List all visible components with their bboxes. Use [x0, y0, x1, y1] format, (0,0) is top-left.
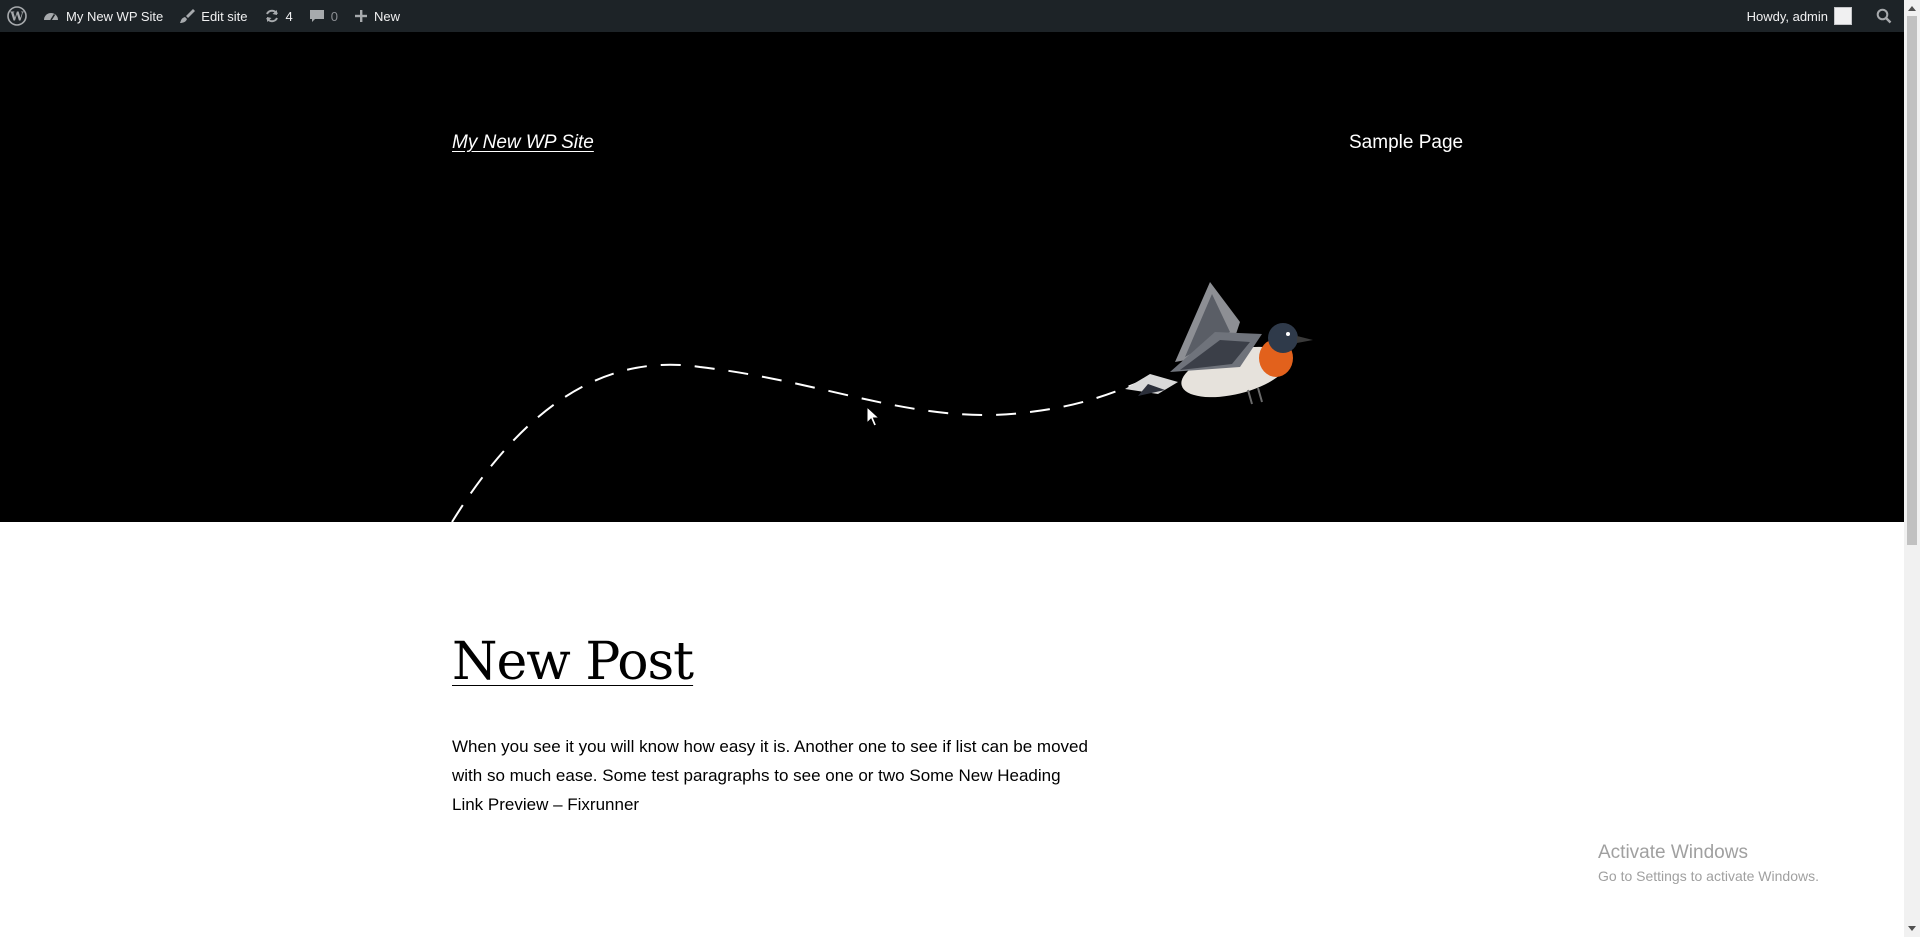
new-label: New — [374, 8, 401, 24]
admin-search-button[interactable] — [1860, 0, 1904, 32]
wordpress-logo-menu[interactable] — [0, 0, 34, 32]
admin-bar — [0, 0, 1904, 32]
edit-site-link[interactable] — [171, 0, 255, 32]
wordpress-logo-icon — [7, 6, 27, 26]
comments-link[interactable] — [301, 0, 346, 32]
bird-illustration — [1125, 282, 1313, 407]
header-illustration — [0, 32, 1904, 522]
dashboard-icon — [42, 8, 60, 24]
scroll-thumb[interactable] — [1907, 16, 1917, 545]
page-scrollbar[interactable] — [1904, 0, 1920, 937]
updates-link[interactable] — [256, 0, 301, 32]
site-title-link[interactable]: My New WP Site — [452, 132, 594, 153]
search-icon — [1876, 8, 1892, 24]
comments-count: 0 — [330, 8, 338, 24]
my-account-menu[interactable] — [1739, 0, 1860, 32]
svg-text:W: W — [10, 9, 24, 24]
watermark-title: Activate Windows — [1598, 842, 1748, 863]
activate-windows-watermark — [1598, 842, 1819, 884]
mouse-cursor-icon — [866, 406, 880, 428]
brush-icon — [179, 8, 195, 24]
dashed-flight-path — [452, 365, 1140, 522]
site-name-label: My New WP Site — [66, 8, 164, 24]
site-header — [0, 32, 1904, 522]
new-content-menu[interactable] — [346, 0, 408, 32]
watermark-subtitle: Go to Settings to activate Windows. — [1598, 868, 1819, 884]
scroll-up-arrow-icon[interactable] — [1908, 6, 1916, 11]
site-name-menu[interactable] — [34, 0, 171, 32]
updates-count: 4 — [285, 8, 293, 24]
howdy-label: Howdy, admin — [1746, 8, 1828, 24]
post-excerpt: When you see it you will know how easy it is. Another one to see if list can be moved with so much ease. Some test paragraphs to see one or two Some New Heading Link Preview – Fixrunner — [452, 737, 1088, 814]
scroll-down-arrow-icon[interactable] — [1908, 926, 1916, 931]
nav-item-sample-page[interactable]: Sample Page — [1349, 132, 1464, 153]
comment-icon — [309, 8, 325, 24]
edit-site-label: Edit site — [201, 8, 248, 24]
post-title-link[interactable]: New Post — [452, 632, 694, 692]
plus-icon — [354, 9, 368, 23]
avatar — [1834, 7, 1852, 25]
refresh-icon — [264, 8, 280, 24]
